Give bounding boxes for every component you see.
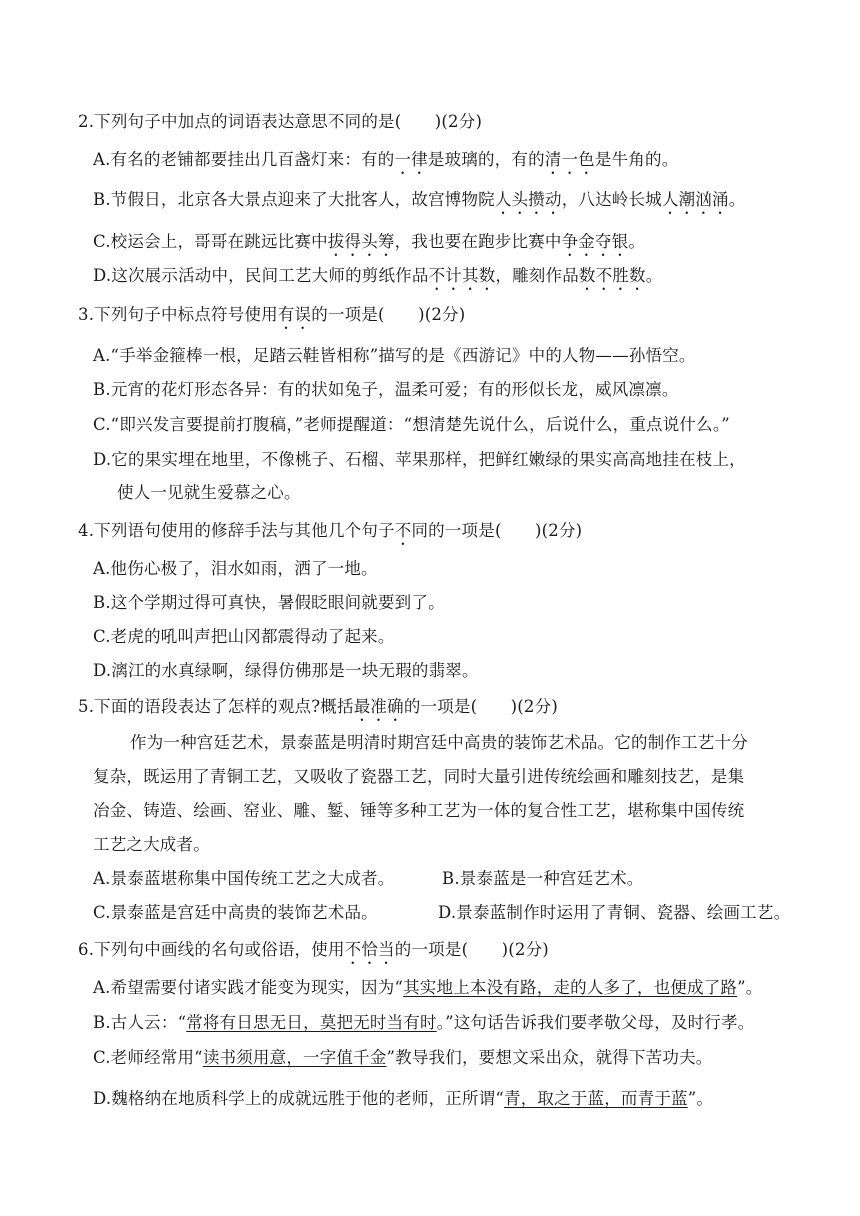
underlined-quote: 读书须用意，一字值千金	[202, 1048, 387, 1067]
emphasis-word: 清一色	[544, 150, 595, 169]
q6-option-c: C.老师经常用“读书须用意，一字值千金”教导我们，要想文采出众，就得下苦功夫。	[93, 1048, 713, 1067]
q6-option-a: A.希望需要付诸实践才能变为现实，因为“其实地上本没有路，走的人多了，也便成了路”。	[93, 978, 763, 997]
emphasis-word: 最准确	[353, 697, 404, 716]
q4-option-d: D.漓江的水真绿啊，绿得仿佛那是一块无瑕的翡翠。	[93, 661, 479, 680]
q5-option-a: A.景泰蓝堪称集中国传统工艺之大成者。	[93, 869, 395, 888]
q4-option-a: A.他伤心极了，泪水如雨，洒了一地。	[93, 559, 378, 578]
q2-option-c: C.校运会上，哥哥在跳远比赛中拔得头筹，我也要在跑步比赛中争金夺银。	[93, 232, 646, 251]
q2-option-d: D.这次展示活动中，民间工艺大师的剪纸作品不计其数，雕刻作品数不胜数。	[93, 266, 663, 285]
emphasis-word: 人潮汹涌	[661, 190, 729, 209]
q2-option-b: B.节假日，北京各大景点迎来了大批客人，故宫博物院人头攒动，八达岭长城人潮汹涌。	[93, 190, 746, 209]
underlined-quote: 青，取之于蓝，而青于蓝	[504, 1089, 688, 1108]
q3-option-d-continued: 使人一见就生爱慕之心。	[117, 483, 301, 502]
q4-stem: 4.下列语句使用的修辞手法与其他几个句子不同的一项是( )(2分)	[78, 521, 583, 540]
underlined-quote: 常将有日思无日，莫把无时当有时	[186, 1013, 437, 1032]
q4-option-c: C.老虎的吼叫声把山冈都震得动了起来。	[93, 627, 395, 646]
q5-stem: 5.下面的语段表达了怎样的观点?概括最准确的一项是( )(2分)	[78, 697, 558, 716]
q5-passage-line: 复杂，既运用了青铜工艺，又吸收了瓷器工艺，同时大量引进传统绘画和雕刻技艺，是集	[93, 767, 745, 786]
q2-option-a: A.有名的老铺都要挂出几百盏灯来：有的一律是玻璃的，有的清一色是牛角的。	[93, 150, 679, 169]
q6-stem: 6.下列句中画线的名句或俗语，使用不恰当的一项是( )(2分)	[78, 940, 549, 959]
q5-option-b: B.景泰蓝是一种宫廷艺术。	[442, 869, 644, 888]
q4-option-b: B.这个学期过得可真快，暑假眨眼间就要到了。	[93, 593, 445, 612]
q3-stem: 3.下列句子中标点符号使用有误的一项是( )(2分)	[78, 305, 466, 324]
q5-passage-line: 冶金、铸造、绘画、窑业、雕、錾、锤等多种工艺为一体的复合性工艺，堪称集中国传统	[93, 801, 745, 820]
q2-stem: 2.下列句子中加点的词语表达意思不同的是( )(2分)	[78, 112, 483, 131]
emphasis-word: 数不胜数	[578, 266, 646, 285]
q3-option-a: A.“手举金箍棒一根，足踏云鞋皆相称”描写的是《西游记》中的人物——孙悟空。	[93, 346, 696, 365]
emphasis-word: 人头攒动	[494, 190, 562, 209]
q5-option-d: D.景泰蓝制作时运用了青铜、瓷器、绘画工艺。	[438, 903, 791, 922]
emphasis-word: 拔得头筹	[327, 232, 395, 251]
underlined-quote: 其实地上本没有路，走的人多了，也便成了路	[403, 978, 738, 997]
q6-option-d: D.魏格纳在地质科学上的成就远胜于他的老师，正所谓“青，取之于蓝，而青于蓝”。	[93, 1089, 714, 1108]
emphasis-word: 有误	[277, 305, 312, 324]
emphasis-word: 不计其数	[428, 266, 496, 285]
q5-passage-line: 工艺之大成者。	[93, 835, 210, 854]
emphasis-word: 一律	[394, 150, 428, 169]
emphasis-word: 争金夺银	[561, 232, 629, 251]
q6-option-b: B.古人云：“常将有日思无日，莫把无时当有时。”这句话告诉我们要孝敬父母，及时行孝。	[93, 1013, 755, 1032]
q5-option-c: C.景泰蓝是宫廷中高贵的装饰艺术品。	[93, 903, 378, 922]
q5-passage-line: 作为一种宫廷艺术，景泰蓝是明清时期宫廷中高贵的装饰艺术品。它的制作工艺十分	[130, 733, 748, 752]
emphasis-word: 不恰当	[344, 940, 395, 959]
q3-option-b: B.元宵的花灯形态各异：有的状如兔子，温柔可爱；有的形似长龙，威风凛凛。	[93, 380, 679, 399]
q3-option-d: D.它的果实埋在地里，不像桃子、石榴、苹果那样，把鲜红嫩绿的果实高高地挂在枝上，	[93, 450, 746, 469]
q3-option-c: C.“即兴发言要提前打腹稿，”老师提醒道：“想清楚先说什么，后说什么，重点说什么。”	[93, 415, 730, 434]
emphasis-word: 不	[394, 521, 412, 540]
